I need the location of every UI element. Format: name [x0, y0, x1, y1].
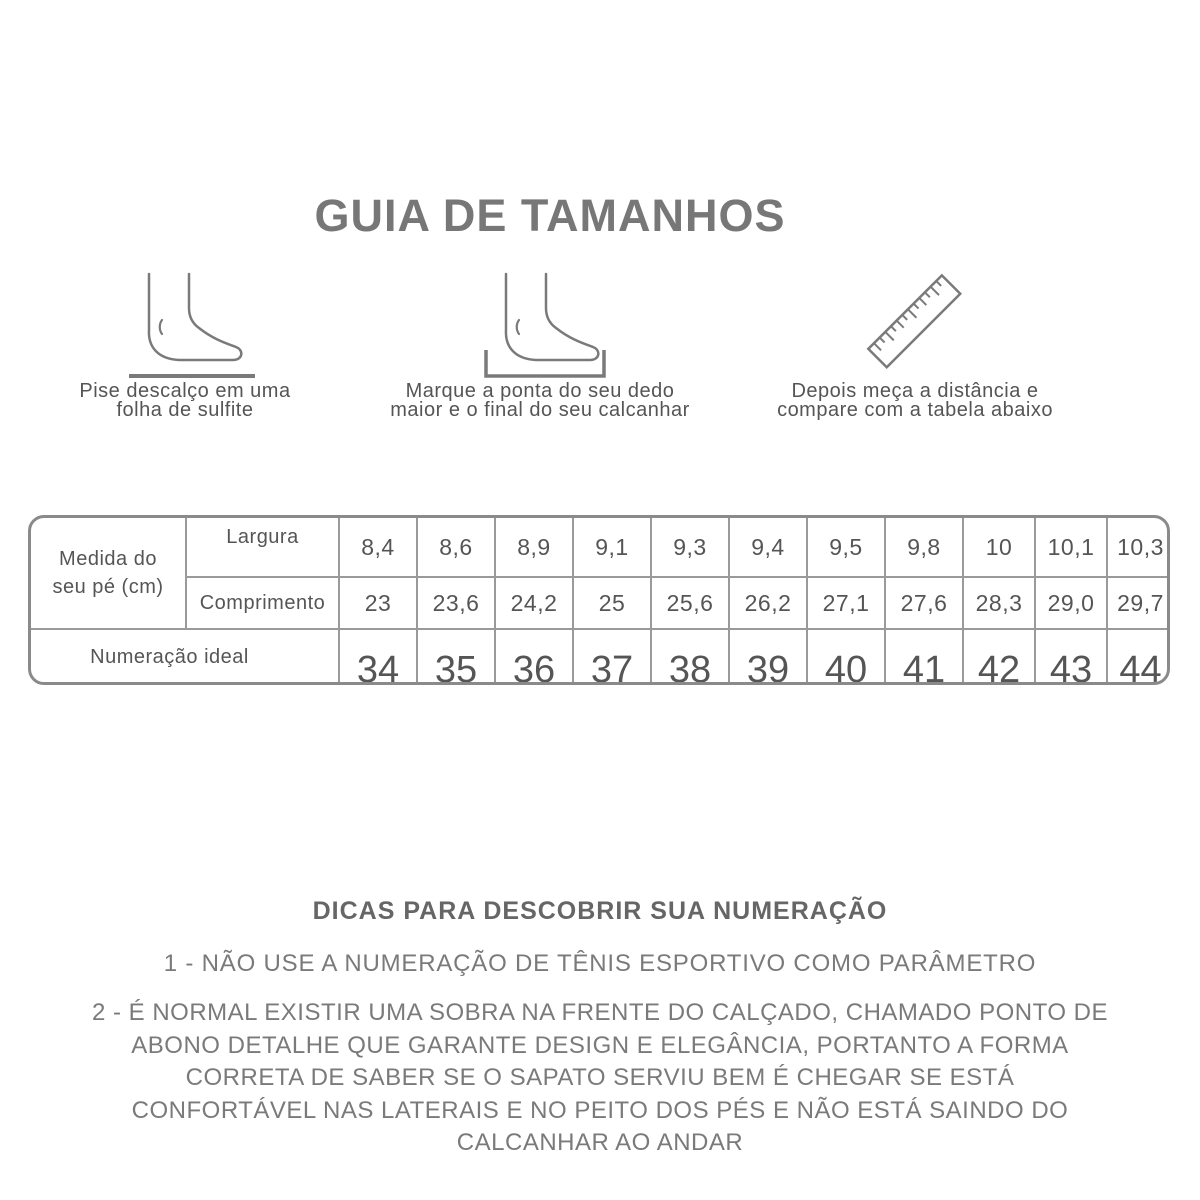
- step-barefoot: [40, 270, 330, 420]
- length-label: Comprimento: [186, 577, 339, 629]
- width-value: 8,6: [417, 518, 495, 577]
- size-value: 44: [1107, 629, 1170, 685]
- size-value: 41: [885, 629, 963, 685]
- width-value: 10,3: [1107, 518, 1170, 577]
- step2-text-line2: maior e o final do seu calcanhar: [390, 399, 690, 421]
- width-value: 10: [963, 518, 1035, 577]
- tip-2-line: CALCANHAR AO ANDAR: [456, 1129, 744, 1156]
- measure-label-line1: Medida do: [59, 548, 157, 570]
- size-value: 37: [573, 629, 651, 685]
- size-value: 34: [339, 629, 417, 685]
- length-value: 29,7: [1107, 577, 1170, 629]
- width-value: 9,1: [573, 518, 651, 577]
- width-label: Largura: [186, 518, 339, 577]
- width-value: 9,3: [651, 518, 729, 577]
- tip-2-line: 2 - É NORMAL EXISTIR UMA SOBRA NA FRENTE DO CALÇADO, CHAMADO PONTO DE: [91, 999, 1108, 1026]
- size-value: 38: [651, 629, 729, 685]
- size-value: 43: [1035, 629, 1107, 685]
- tips-title: DICAS PARA DESCOBRIR SUA NUMERAÇÃO: [312, 897, 888, 925]
- step1-text-line1: Pise descalço em uma: [79, 380, 291, 402]
- step2-text-line1: Marque a ponta do seu dedo: [405, 380, 675, 402]
- width-value: 9,4: [729, 518, 807, 577]
- width-value: 9,8: [885, 518, 963, 577]
- length-row: [31, 577, 1170, 629]
- step-mark-foot: [355, 270, 725, 420]
- length-value: 25: [573, 577, 651, 629]
- length-value: 26,2: [729, 577, 807, 629]
- size-value: 35: [417, 629, 495, 685]
- ruler-icon: [845, 270, 985, 382]
- width-value: 8,4: [339, 518, 417, 577]
- tip-2-line: ABONO DETALHE QUE GARANTE DESIGN E ELEGÂNCIA, PORTANTO A FORMA: [131, 1031, 1069, 1059]
- width-value: 9,5: [807, 518, 885, 577]
- width-row: [31, 518, 1170, 577]
- length-value: 27,1: [807, 577, 885, 629]
- length-value: 29,0: [1035, 577, 1107, 629]
- length-value: 23: [339, 577, 417, 629]
- measure-label-line2: seu pé (cm): [52, 576, 164, 598]
- tip-2: [70, 997, 1130, 1160]
- width-value: 8,9: [495, 518, 573, 577]
- size-table: [28, 515, 1170, 685]
- size-value: 42: [963, 629, 1035, 685]
- measure-label-cell: [31, 518, 186, 629]
- length-value: 23,6: [417, 577, 495, 629]
- length-value: 24,2: [495, 577, 573, 629]
- page-title: GUIA DE TAMANHOS: [314, 190, 786, 241]
- tip-1: 1 - NÃO USE A NUMERAÇÃO DE TÊNIS ESPORTIVO COMO PARÂMETRO: [163, 950, 1037, 977]
- width-value: 10,1: [1035, 518, 1107, 577]
- length-value: 25,6: [651, 577, 729, 629]
- size-value: 36: [495, 629, 573, 685]
- foot-marked-icon: [470, 270, 610, 382]
- barefoot-on-paper-icon: [115, 270, 255, 382]
- step3-text-line1: Depois meça a distância e: [791, 380, 1039, 402]
- ideal-size-label: Numeração ideal: [31, 629, 339, 685]
- size-row: [31, 629, 1170, 685]
- step1-text-line2: folha de sulfite: [116, 399, 254, 421]
- size-value: 39: [729, 629, 807, 685]
- tip-2-line: CONFORTÁVEL NAS LATERAIS E NO PEITO DOS PÉS E NÃO ESTÁ SAINDO DO: [131, 1096, 1069, 1124]
- length-value: 28,3: [963, 577, 1035, 629]
- size-value: 40: [807, 629, 885, 685]
- step-measure: [750, 270, 1080, 420]
- step3-text-line2: compare com a tabela abaixo: [777, 399, 1053, 421]
- length-value: 27,6: [885, 577, 963, 629]
- tip-2-line: CORRETA DE SABER SE O SAPATO SERVIU BEM É CHEGAR SE ESTÁ: [185, 1064, 1015, 1091]
